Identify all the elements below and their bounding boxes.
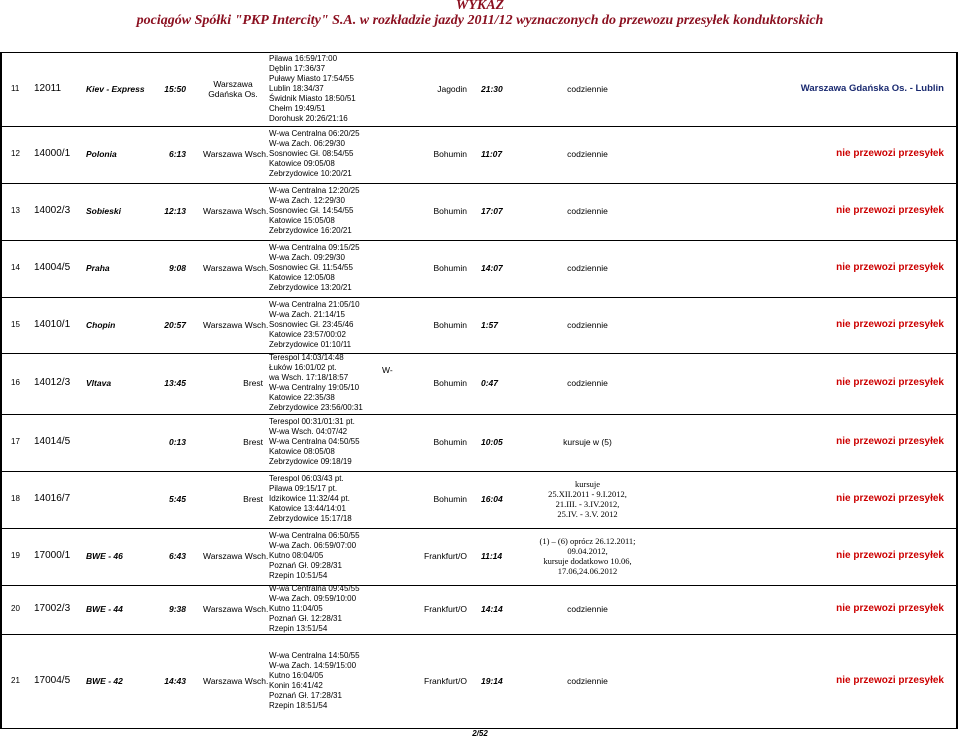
route-stop: W-wa Zach. 06:59/07:00	[269, 541, 357, 550]
route-stop: W-wa Centralna 09:45/55	[269, 584, 360, 593]
route-stop: Zebrzydowice 09:18/19	[269, 457, 352, 466]
page-subtitle: pociągów Spółki "PKP Intercity" S.A. w rozkładzie jazdy 2011/12 wyznaczonych do przewozu przesyłek konduktorskich	[136, 13, 824, 28]
route-stop: Katowice 13:44/14:01	[269, 504, 346, 513]
arrival-time: 21:30	[481, 84, 503, 94]
row-number: 19	[11, 551, 20, 560]
carriage-note: Warszawa Gdańska Os. - Lublin	[800, 83, 944, 94]
row-number: 21	[11, 676, 20, 685]
calendar-info: codziennie	[567, 676, 608, 686]
route-stop: W-wa Centralna 06:20/25	[269, 129, 360, 138]
row-separator	[0, 297, 958, 298]
route-stop: W-wa Centralna 21:05/10	[269, 300, 360, 309]
departure-time: 0:13	[168, 437, 186, 447]
carriage-note: nie przewozi przesyłek	[836, 205, 944, 216]
calendar-info: codziennie	[567, 320, 608, 330]
calendar-info: codziennie	[567, 84, 608, 94]
carriage-note: nie przewozi przesyłek	[836, 550, 944, 561]
train-name: Sobieski	[86, 206, 121, 216]
carriage-note: nie przewozi przesyłek	[836, 262, 944, 273]
route-stop: Konin 16:41/42	[269, 681, 323, 690]
page-title: WYKAZ	[455, 0, 505, 13]
train-number: 17000/1	[34, 550, 71, 561]
train-number: 14004/5	[34, 262, 71, 273]
train-name: Vltava	[86, 378, 112, 388]
route-stop: W-wa Centralna 14:50/55	[269, 651, 360, 660]
origin-station: Warszawa Wsch.	[203, 320, 269, 330]
departure-time: 20:57	[164, 320, 186, 330]
route-stop: Sosnowiec Gł. 23:45/46	[269, 320, 354, 329]
calendar-info: kursuje w (5)	[563, 437, 612, 447]
train-number: 14000/1	[34, 148, 71, 159]
row-separator	[0, 414, 958, 415]
departure-time: 6:43	[168, 551, 186, 561]
route-stop: Kutno 08:04/05	[269, 551, 324, 560]
origin-station: Warszawa Gdańska Os.	[208, 79, 258, 99]
route-stops	[269, 417, 409, 467]
route-stop: Dorohusk 20:26/21:16	[269, 114, 348, 123]
calendar-info: codziennie	[567, 378, 608, 388]
origin-station: Warszawa Wsch.	[203, 604, 269, 614]
row-number: 15	[11, 320, 20, 329]
carriage-note: nie przewozi przesyłek	[836, 377, 944, 388]
row-separator	[0, 240, 958, 241]
route-stop: Poznań Gł. 12:28/31	[269, 614, 342, 623]
row-number: 18	[11, 494, 20, 503]
carriage-note: nie przewozi przesyłek	[836, 493, 944, 504]
row-separator	[0, 585, 958, 586]
route-stop: Sosnowiec Gł. 08:54/55	[269, 149, 354, 158]
route-stop: Dęblin 17:36/37	[269, 64, 326, 73]
destination-station: Frankfurt/O	[424, 604, 467, 614]
route-stops	[269, 474, 409, 524]
route-stop: Terespol 00:31/01:31 pt.	[269, 417, 355, 426]
departure-time: 6:13	[168, 149, 186, 159]
train-name: Kiev - Express	[86, 84, 145, 94]
route-stop: Kutno 11:04/05	[269, 604, 323, 613]
route-stop: Poznań Gł. 09:28/31	[269, 561, 342, 570]
route-stop: Poznań Gł. 17:28/31	[269, 691, 342, 700]
route-stop: Zebrzydowice 23:56/00:31	[269, 403, 363, 412]
route-stops	[269, 584, 409, 634]
train-name: Polonia	[86, 149, 117, 159]
route-stop: Idzikowice 11:32/44 pt.	[269, 494, 350, 503]
route-stop: W-wa Zach. 12:29/30	[269, 196, 345, 205]
train-number: 12011	[34, 83, 62, 94]
route-stop: Terespol 14:03/14:48	[269, 353, 344, 362]
carriage-note: nie przewozi przesyłek	[836, 675, 944, 686]
origin-station: Warszawa Wsch.	[203, 676, 269, 686]
route-stop: Rzepin 10:51/54	[269, 571, 328, 580]
route-stop: Katowice 23:57/00:02	[269, 330, 346, 339]
destination-station: Frankfurt/O	[424, 676, 467, 686]
destination-station: Bohumin	[433, 437, 467, 447]
departure-time: 12:13	[164, 206, 186, 216]
calendar-info: codziennie	[567, 604, 608, 614]
route-stop: W-wa Centralna 12:20/25	[269, 186, 360, 195]
calendar-info: (1) – (6) oprócz 26.12.2011; 09.04.2012, kursuje dodatkowo 10.06, 17.06,24.06.2012	[539, 536, 636, 576]
route-stops	[269, 243, 409, 293]
carriage-note: nie przewozi przesyłek	[836, 436, 944, 447]
row-number: 12	[11, 149, 20, 158]
row-number: 13	[11, 206, 20, 215]
departure-time: 14:43	[164, 676, 186, 686]
page-number: 2/52	[472, 729, 488, 738]
route-stops	[269, 54, 409, 124]
route-stop: Zebrzydowice 13:20/21	[269, 283, 352, 292]
route-stop: W-wa Zach. 06:29/30	[269, 139, 345, 148]
row-number: 20	[11, 604, 20, 613]
row-separator	[0, 634, 958, 635]
route-stop: Łuków 16:01/02 pt.	[269, 363, 337, 372]
row-number: 14	[11, 263, 20, 272]
train-number: 14016/7	[34, 493, 71, 504]
arrival-time: 0:47	[481, 378, 499, 388]
route-stop: Zebrzydowice 16:20/21	[269, 226, 352, 235]
calendar-info: kursuje 25.XII.2011 - 9.I.2012, 21.III. - 3.IV.2012, 25.IV. - 3.V. 2012	[548, 479, 627, 519]
route-stop: Katowice 08:05/08	[269, 447, 335, 456]
row-separator	[0, 471, 958, 472]
arrival-time: 10:05	[481, 437, 503, 447]
origin-station: Warszawa Wsch.	[203, 149, 269, 159]
route-stop: Terespol 06:03/43 pt.	[269, 474, 344, 483]
route-stop: W-wa Zach. 14:59/15:00	[269, 661, 357, 670]
route-stop: W-wa Centralna 06:50/55	[269, 531, 360, 540]
departure-time: 15:50	[164, 84, 186, 94]
origin-station: Warszawa Wsch.	[203, 263, 269, 273]
route-stop: Katowice 09:05/08	[269, 159, 335, 168]
route-stop: Sosnowiec Gł. 11:54/55	[269, 263, 353, 272]
departure-time: 5:45	[168, 494, 186, 504]
train-number: 14002/3	[34, 205, 71, 216]
route-stop: Katowice 12:05/08	[269, 273, 335, 282]
arrival-time: 1:57	[481, 320, 499, 330]
route-stop: Rzepin 18:51/54	[269, 701, 328, 710]
train-number: 14014/5	[34, 436, 71, 447]
destination-station: Bohumin	[433, 206, 467, 216]
route-stop: W-wa Wsch. 04:07/42	[269, 427, 348, 436]
route-stop: Pilawa 09:15/17 pt.	[269, 484, 338, 493]
table-frame	[0, 52, 958, 728]
origin-station: Warszawa Wsch.	[203, 551, 269, 561]
route-stop: W-wa Centralna 04:50/55	[269, 437, 360, 446]
destination-station: Bohumin	[433, 263, 467, 273]
departure-time: 9:08	[168, 263, 186, 273]
route-stop: Kutno 16:04/05	[269, 671, 324, 680]
route-stops	[269, 531, 409, 581]
row-number: 16	[11, 378, 20, 387]
route-stop: Zebrzydowice 01:10/11	[269, 340, 352, 349]
calendar-info: codziennie	[567, 149, 608, 159]
carriage-note: nie przewozi przesyłek	[836, 319, 944, 330]
arrival-time: 19:14	[481, 676, 503, 686]
route-stops	[269, 186, 409, 236]
row-separator	[0, 528, 958, 529]
departure-time: 13:45	[164, 378, 186, 388]
destination-station: Bohumin	[433, 378, 467, 388]
route-stops	[269, 651, 409, 711]
table-top-border	[0, 52, 958, 53]
train-name: BWE - 44	[86, 604, 123, 614]
route-stop: Zebrzydowice 15:17/18	[269, 514, 352, 523]
destination-station: Frankfurt/O	[424, 551, 467, 561]
route-stop: W-wa Zach. 21:14/15	[269, 310, 345, 319]
row-number: 11	[11, 84, 20, 93]
arrival-time: 11:07	[481, 149, 503, 159]
carriage-note: nie przewozi przesyłek	[836, 603, 944, 614]
stray-text: W-	[382, 365, 393, 375]
destination-station: Bohumin	[433, 320, 467, 330]
train-number: 14012/3	[34, 377, 71, 388]
train-number: 14010/1	[34, 319, 71, 330]
route-stop: Katowice 22:35/38	[269, 393, 335, 402]
route-stop: W-wa Centralna 09:15/25	[269, 243, 360, 252]
arrival-time: 16:04	[481, 494, 503, 504]
departure-time: 9:38	[168, 604, 186, 614]
destination-station: Bohumin	[433, 149, 467, 159]
route-stop: Sosnowiec Gł. 14:54/55	[269, 206, 354, 215]
row-separator	[0, 353, 958, 354]
origin-station: Brest	[243, 494, 263, 504]
origin-station: Brest	[243, 437, 263, 447]
route-stop: Lublin 18:34/37	[269, 84, 324, 93]
arrival-time: 17:07	[481, 206, 503, 216]
destination-station: Bohumin	[433, 494, 467, 504]
route-stop: Rzepin 13:51/54	[269, 624, 328, 633]
carriage-note: nie przewozi przesyłek	[836, 148, 944, 159]
arrival-time: 14:07	[481, 263, 503, 273]
route-stop: Puławy Miasto 17:54/55	[269, 74, 354, 83]
route-stops	[269, 129, 409, 179]
origin-station: Brest	[243, 378, 263, 388]
route-stops	[269, 300, 409, 350]
destination-station: Jagodin	[437, 84, 467, 94]
route-stop: Chełm 19:49/51	[269, 104, 326, 113]
train-name: BWE - 42	[86, 676, 123, 686]
route-stop: W-wa Zach. 09:29/30	[269, 253, 345, 262]
train-name: Praha	[86, 263, 110, 273]
row-number: 17	[11, 437, 20, 446]
train-name: BWE - 46	[86, 551, 123, 561]
row-separator	[0, 183, 958, 184]
origin-station: Warszawa Wsch.	[203, 206, 269, 216]
arrival-time: 14:14	[481, 604, 503, 614]
calendar-info: codziennie	[567, 263, 608, 273]
route-stops	[269, 353, 409, 413]
route-stop: W-wa Zach. 09:59/10:00	[269, 594, 357, 603]
route-stop: W-wa Centralny 19:05/10	[269, 383, 360, 392]
calendar-info: codziennie	[567, 206, 608, 216]
route-stop: wa Wsch. 17:18/18:57	[269, 373, 349, 382]
arrival-time: 11:14	[481, 551, 503, 561]
route-stop: Pilawa 16:59/17:00	[269, 54, 338, 63]
row-separator	[0, 126, 958, 127]
train-name: Chopin	[86, 320, 116, 330]
route-stop: Świdnik Miasto 18:50/51	[269, 94, 356, 103]
train-number: 17004/5	[34, 675, 71, 686]
train-number: 17002/3	[34, 603, 71, 614]
route-stop: Katowice 15:05/08	[269, 216, 335, 225]
route-stop: Zebrzydowice 10:20/21	[269, 169, 352, 178]
